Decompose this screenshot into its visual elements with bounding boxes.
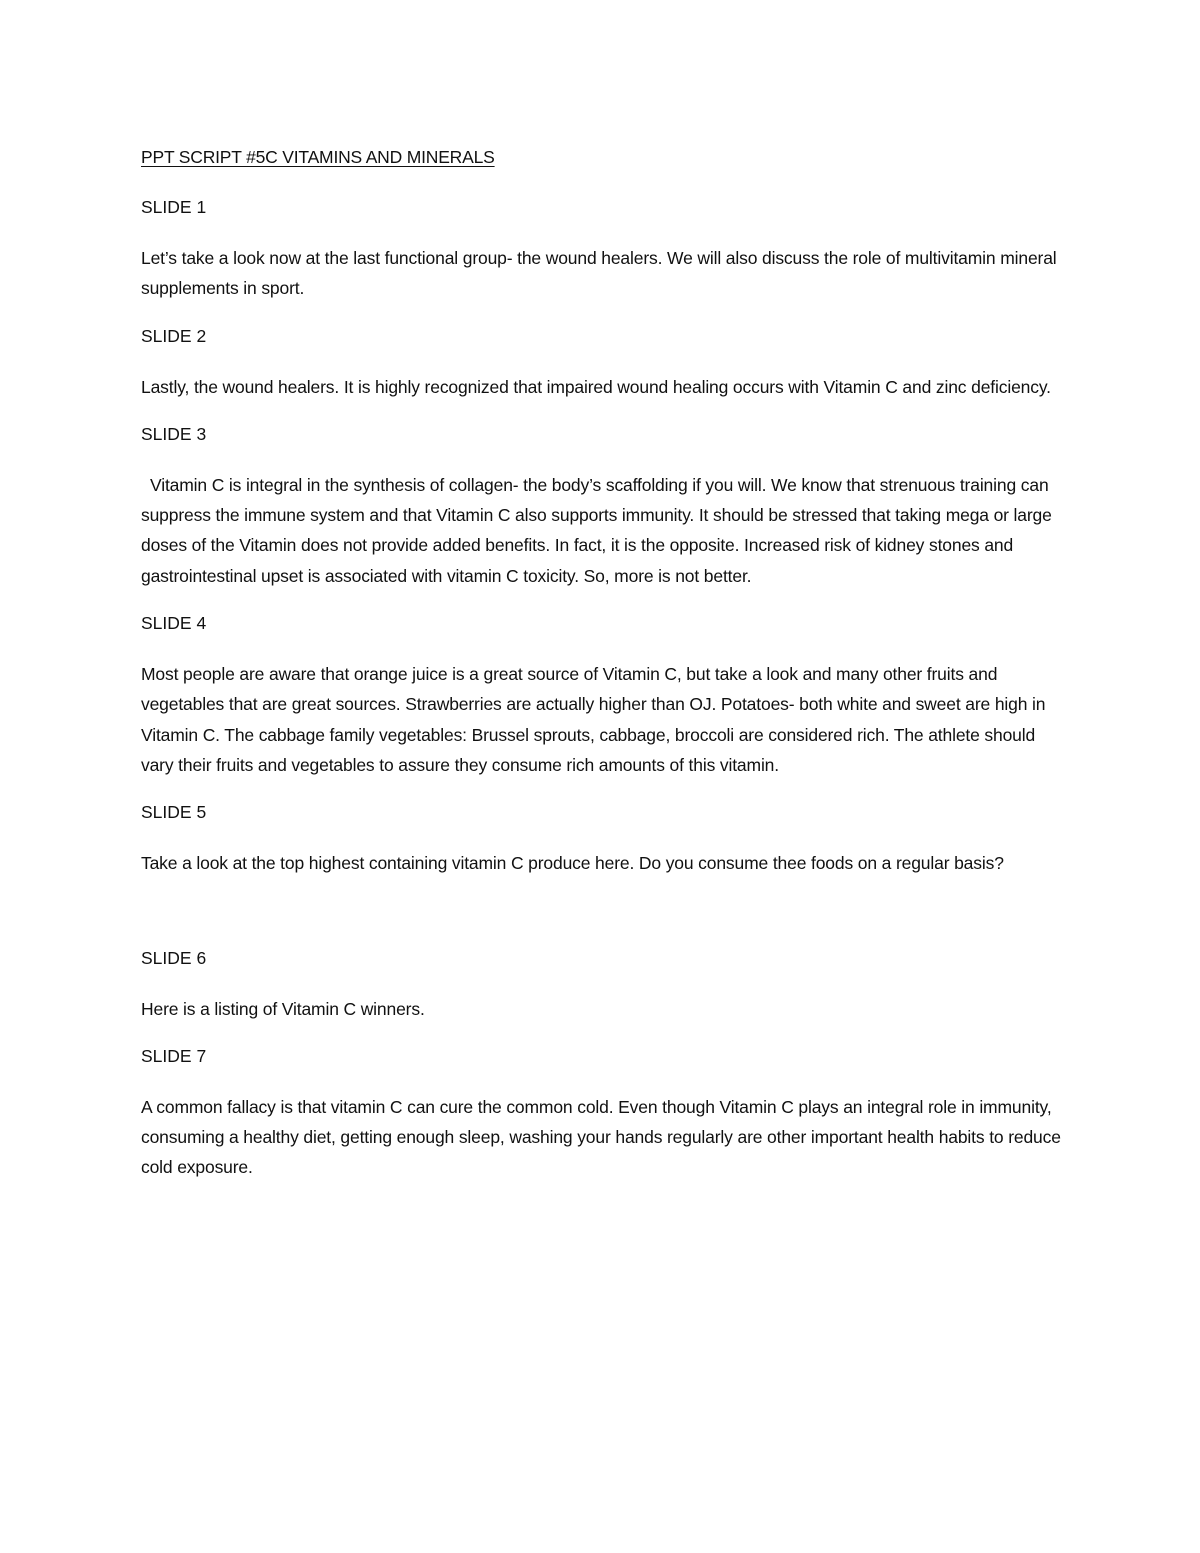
slide-7-heading: SLIDE 7 xyxy=(141,1045,207,1066)
slide-1-heading: SLIDE 1 xyxy=(141,197,207,217)
slide-3-text: Vitamin C is integral in the synthesis of collagen- the body’s scaffolding if you will. We know that strenuous training can suppress the immune system and that Vitamin C also supports immunity. It should be stressed that taking mega or large doses of the Vitamin does not provide added benefits. In fact, it is the opposite. Increased risk of kidney stones and gastrointestinal upset is associated with vitamin C toxicity. So, more is not better. xyxy=(141,474,1052,586)
slide-4-text: Most people are aware that orange juice is a great source of Vitamin C, but take a look and many other fruits and vegetables that are great sources. Strawberries are actually higher than OJ. Potatoes- both white and sweet are high in Vitamin C. The cabbage family vegetables: Brussel sprouts, cabbage, broccoli are considered rich. The athlete should vary their fruits and vegetables to assure they consume rich amounts of this vitamin. xyxy=(141,664,1046,775)
document-body xyxy=(141,143,1071,1201)
slide-6-heading: SLIDE 6 xyxy=(141,947,207,968)
document-title: PPT SCRIPT #5C VITAMINS AND MINERALS xyxy=(141,147,495,167)
blank-line-spacer xyxy=(141,897,1071,944)
slide-5-heading: SLIDE 5 xyxy=(141,802,207,823)
slide-6-text: Here is a listing of Vitamin C winners. xyxy=(141,998,425,1019)
slide-2-heading: SLIDE 2 xyxy=(141,325,207,346)
slide-1-text: Let’s take a look now at the last functional group- the wound healers. We will also discuss the role of multivitamin mineral supplements in sport. xyxy=(141,248,1057,299)
slide-2-text: Lastly, the wound healers. It is highly recognized that impaired wound healing occurs with Vitamin C and zinc deficiency. xyxy=(141,376,1051,397)
slide-5-text: Take a look at the top highest containing vitamin C produce here. Do you consume thee foods on a regular basis? xyxy=(141,853,1004,874)
slide-4-heading: SLIDE 4 xyxy=(141,613,207,634)
slide-3-heading: SLIDE 3 xyxy=(141,423,207,444)
slide-7-text: A common fallacy is that vitamin C can cure the common cold. Even though Vitamin C plays an integral role in immunity, consuming a healthy diet, getting enough sleep, washing your hands regularly are other important health habits to reduce cold exposure. xyxy=(141,1096,1061,1178)
